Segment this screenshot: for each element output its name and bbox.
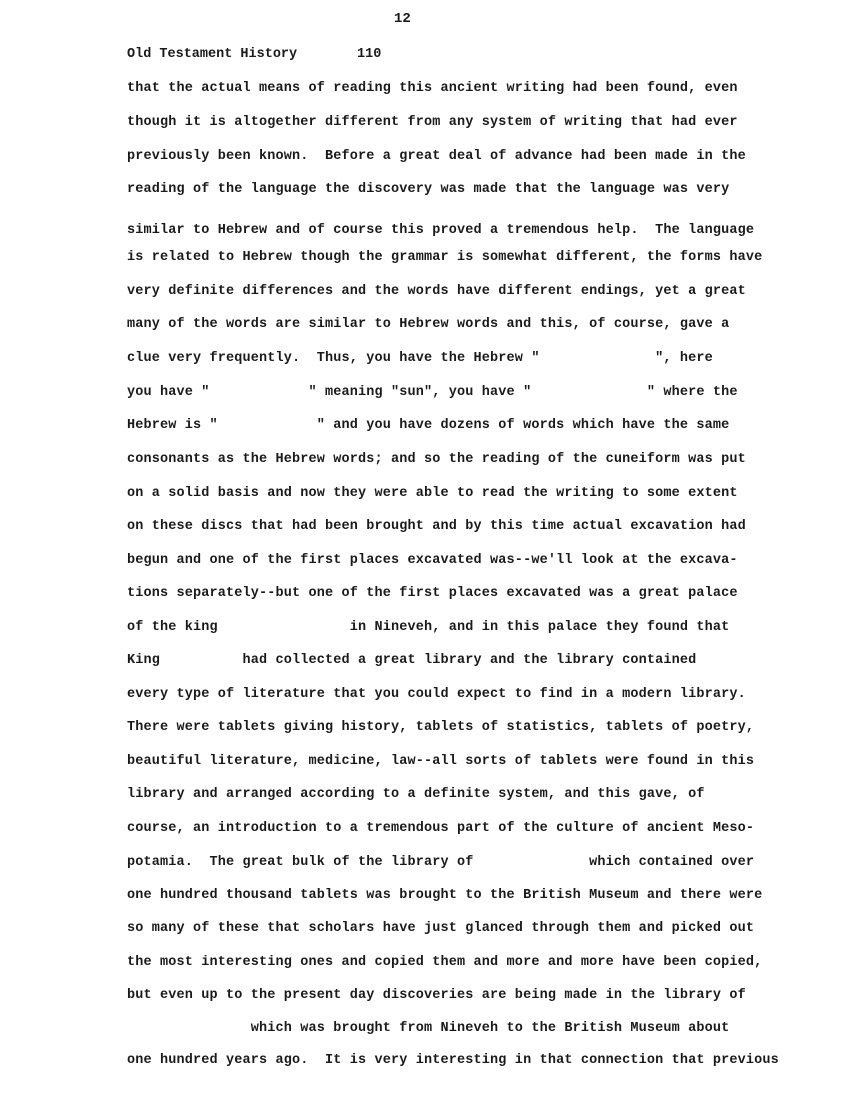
page-header — [127, 47, 381, 62]
text-line: clue very frequently. Thus, you have the Hebrew " ", here — [127, 351, 713, 366]
text-line: is related to Hebrew though the grammar is somewhat different, the forms have — [127, 250, 763, 265]
text-line: which was brought from Nineveh to the British Museum about — [127, 1021, 730, 1036]
page-number: 12 — [394, 11, 411, 27]
text-line: one hundred years ago. It is very interesting in that connection that previous — [127, 1053, 779, 1068]
text-line: but even up to the present day discoveries are being made in the library of — [127, 988, 746, 1003]
text-line: one hundred thousand tablets was brought to the British Museum and there were — [127, 888, 763, 903]
text-line: similar to Hebrew and of course this proved a tremendous help. The language — [127, 223, 755, 238]
text-line: tions separately--but one of the first places excavated was a great palace — [127, 586, 738, 601]
text-line: library and arranged according to a definite system, and this gave, of — [127, 787, 705, 802]
text-line: every type of literature that you could expect to find in a modern library. — [127, 687, 746, 702]
text-line: beautiful literature, medicine, law--all sorts of tablets were found in this — [127, 754, 755, 769]
text-line: Hebrew is " " and you have dozens of words which have the same — [127, 418, 730, 433]
text-line: the most interesting ones and copied them and more and more have been copied, — [127, 955, 763, 970]
text-line: you have " " meaning "sun", you have " " where the — [127, 385, 738, 400]
text-line: King had collected a great library and the library contained — [127, 653, 697, 668]
text-line: reading of the language the discovery was made that the language was very — [127, 182, 730, 197]
text-line: though it is altogether different from any system of writing that had ever — [127, 115, 738, 130]
text-line: of the king in Nineveh, and in this palace they found that — [127, 620, 730, 635]
text-line: so many of these that scholars have just glanced through them and picked out — [127, 921, 755, 936]
text-line: on these discs that had been brought and by this time actual excavation had — [127, 519, 746, 534]
text-line: that the actual means of reading this ancient writing had been found, even — [127, 81, 738, 96]
text-line: on a solid basis and now they were able to read the writing to some extent — [127, 486, 738, 501]
text-line: previously been known. Before a great deal of advance had been made in the — [127, 149, 746, 164]
course-title: Old Testament History — [127, 47, 298, 62]
text-line: potamia. The great bulk of the library of which contained over — [127, 855, 755, 870]
text-line: course, an introduction to a tremendous part of the culture of ancient Meso- — [127, 821, 755, 836]
section-number: 110 — [357, 47, 382, 62]
text-line: There were tablets giving history, tablets of statistics, tablets of poetry, — [127, 720, 755, 735]
text-line: many of the words are similar to Hebrew words and this, of course, gave a — [127, 317, 730, 332]
text-line: begun and one of the first places excavated was--we'll look at the excava- — [127, 553, 738, 568]
text-line: very definite differences and the words have different endings, yet a great — [127, 284, 746, 299]
text-line: consonants as the Hebrew words; and so the reading of the cuneiform was put — [127, 452, 746, 467]
